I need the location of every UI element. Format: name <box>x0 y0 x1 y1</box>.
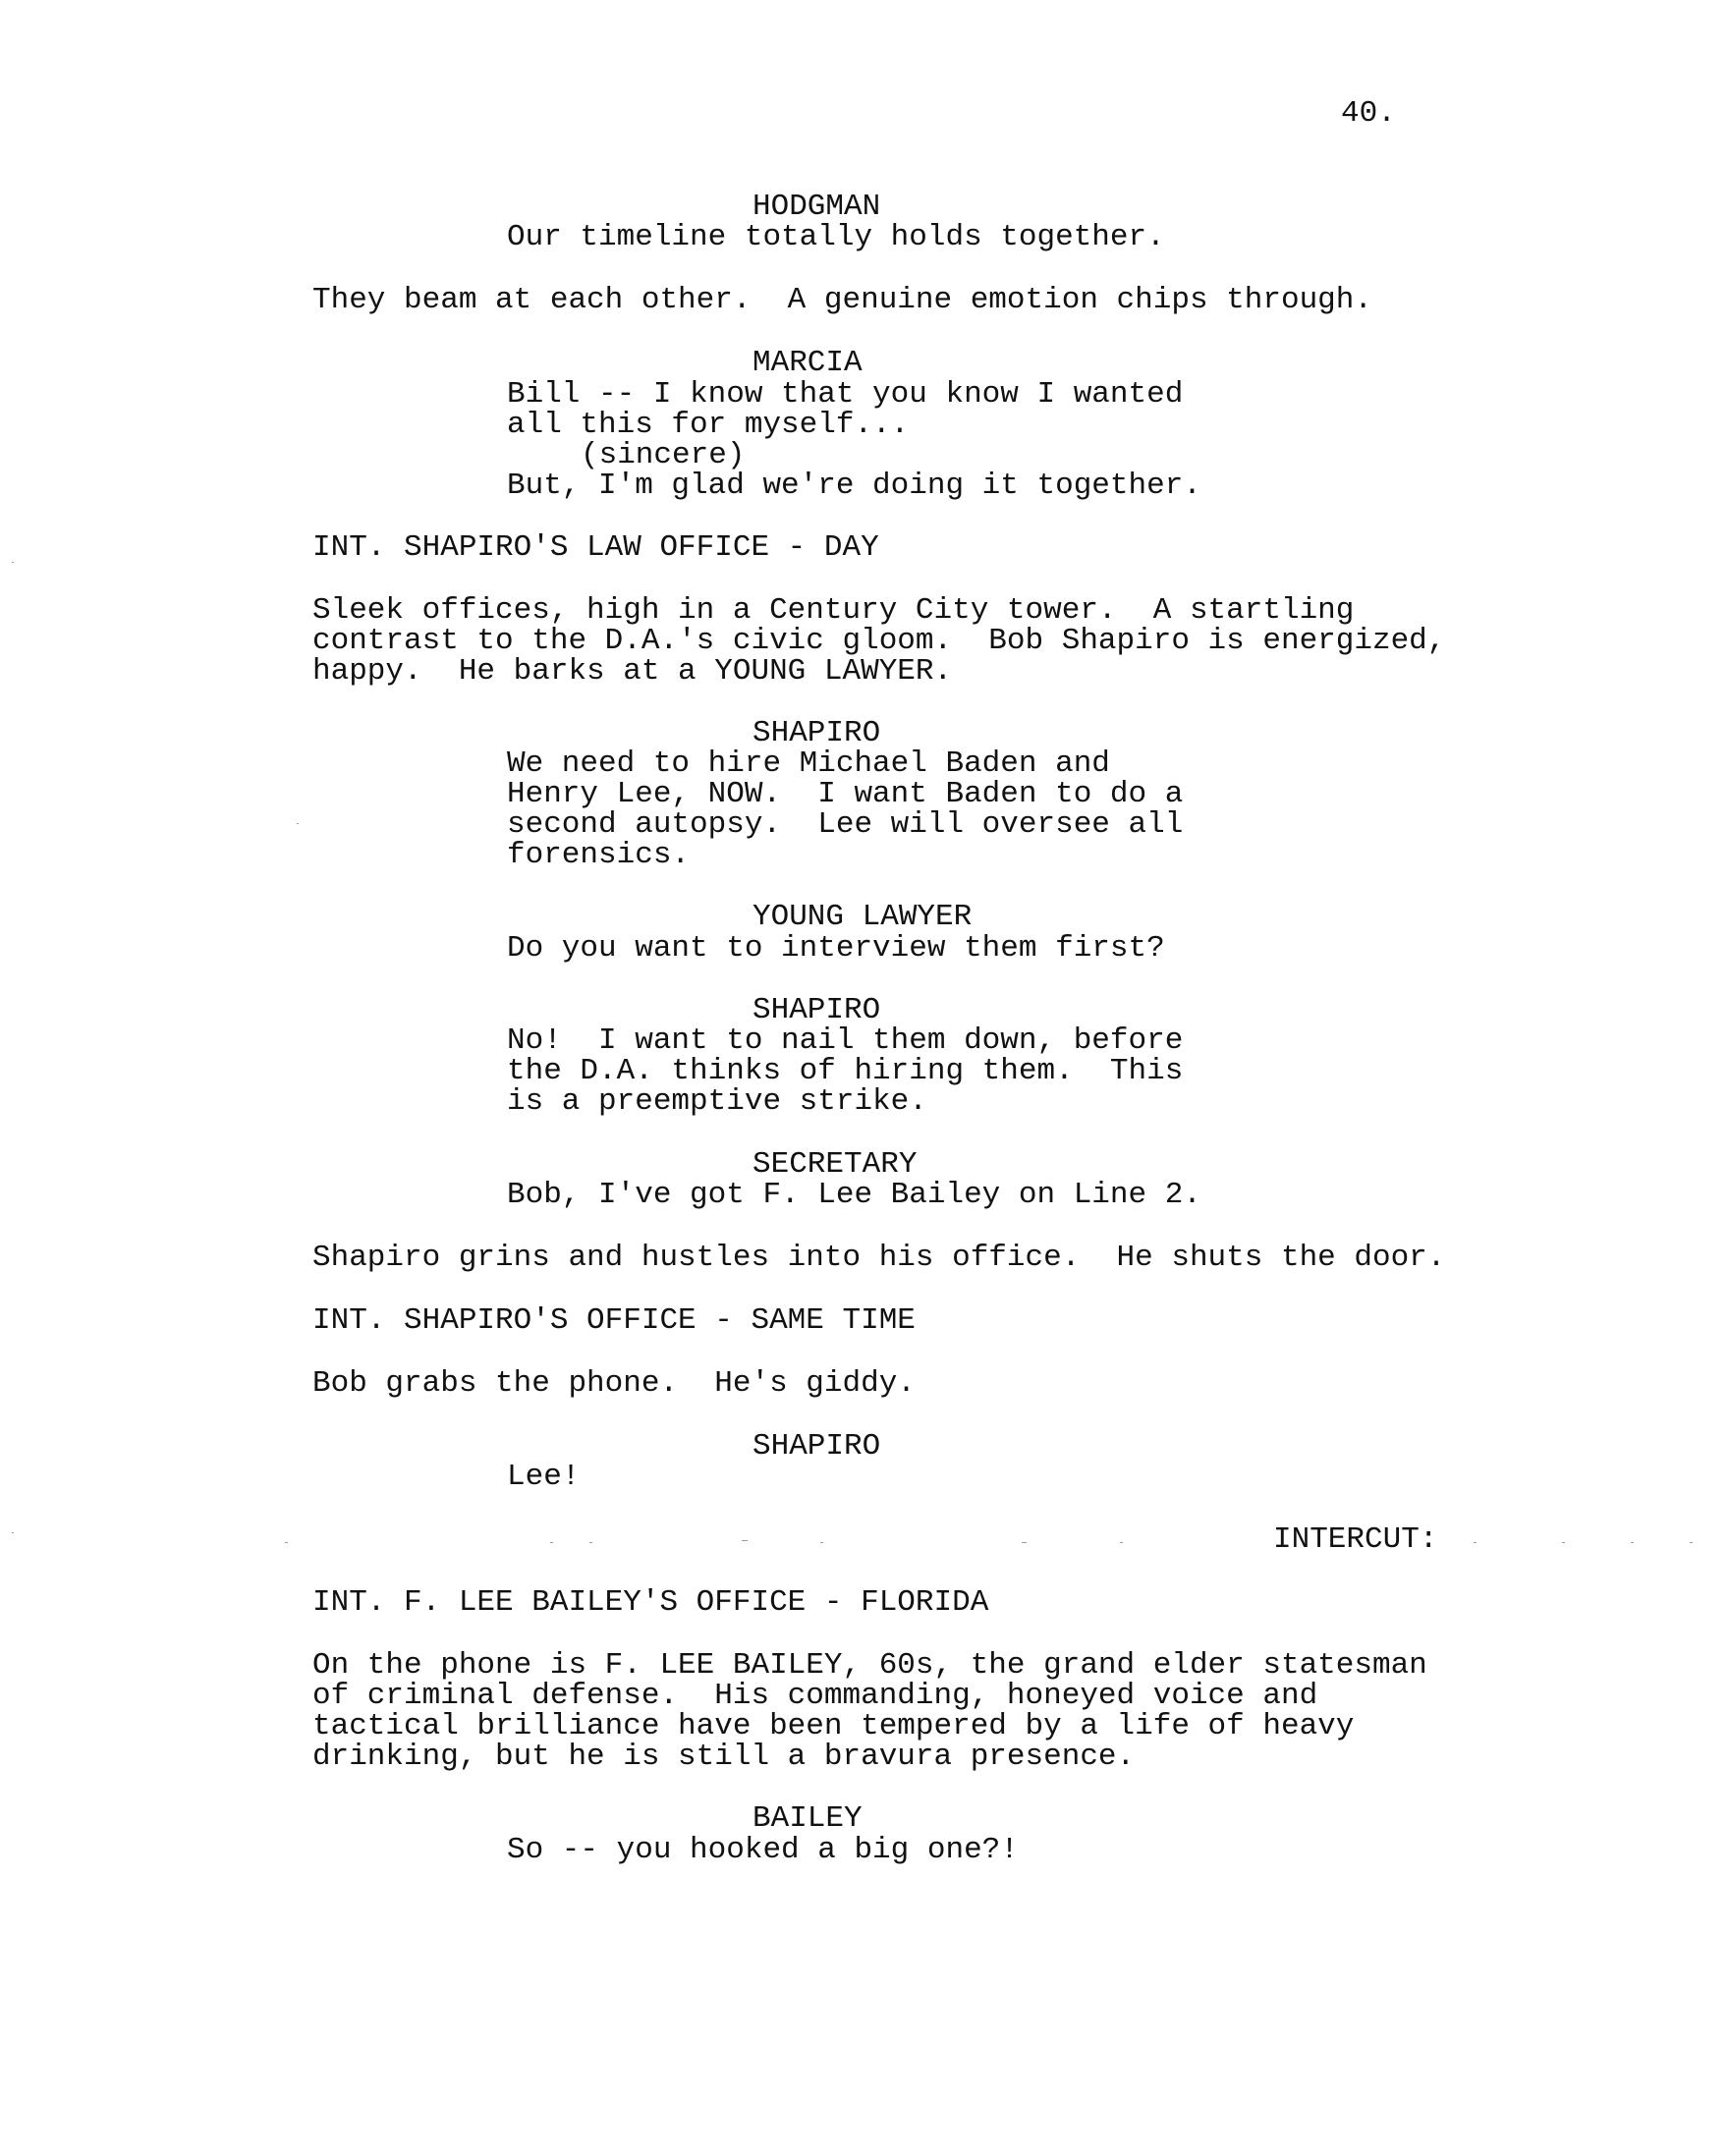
scan-speck <box>1022 1542 1027 1543</box>
parenthetical: (sincere) <box>581 438 746 472</box>
scan-speck <box>12 1532 14 1533</box>
character-cue: HODGMAN <box>753 190 881 224</box>
dialogue-line: We need to hire Michael Baden and Henry Lee, NOW. I want Baden to do a second autopsy. Lee will oversee all forensics. <box>507 746 1184 872</box>
scan-speck <box>12 562 14 563</box>
scan-speck <box>550 1542 553 1543</box>
dialogue-line: Lee! <box>507 1460 581 1494</box>
dialogue-line: Do you want to interview them first? <box>507 931 1165 966</box>
character-cue: SHAPIRO <box>753 993 881 1027</box>
scene-heading: INT. F. LEE BAILEY'S OFFICE - FLORIDA <box>312 1585 989 1620</box>
scan-speck <box>297 823 299 824</box>
scan-speck <box>1474 1542 1477 1543</box>
scan-speck <box>820 1542 823 1543</box>
dialogue-line: No! I want to nail them down, before the D.A. thinks of hiring them. This is a preemptive strike. <box>507 1023 1184 1119</box>
scan-speck <box>742 1540 748 1541</box>
character-cue: SHAPIRO <box>753 1429 881 1464</box>
dialogue-line: So -- you hooked a big one?! <box>507 1833 1019 1867</box>
action-line: Sleek offices, high in a Century City tower. A startling contrast to the D.A.'s civic gloom. Bob Shapiro is energized, happy. He barks at a YOUNG LAWYER. <box>312 593 1446 689</box>
scan-speck <box>1120 1542 1123 1543</box>
scan-speck <box>285 1542 288 1543</box>
character-cue: YOUNG LAWYER <box>753 900 973 934</box>
scene-heading: INT. SHAPIRO'S OFFICE - SAME TIME <box>312 1303 916 1338</box>
dialogue-line: Bill -- I know that you know I wanted all this for myself... <box>507 377 1184 442</box>
character-cue: BAILEY <box>753 1801 863 1836</box>
dialogue-line: Bob, I've got F. Lee Bailey on Line 2. <box>507 1178 1201 1212</box>
dialogue-line: Our timeline totally holds together. <box>507 220 1165 254</box>
page-number: 40. <box>1341 96 1396 131</box>
scan-speck <box>1631 1542 1634 1543</box>
action-line: They beam at each other. A genuine emotion chips through. <box>312 283 1372 317</box>
action-line: Bob grabs the phone. He's giddy. <box>312 1366 916 1401</box>
scan-speck <box>1562 1542 1565 1543</box>
character-cue: SHAPIRO <box>753 716 881 750</box>
dialogue-line: But, I'm glad we're doing it together. <box>507 469 1201 503</box>
scan-speck <box>589 1542 592 1543</box>
action-line: On the phone is F. LEE BAILEY, 60s, the grand elder statesman of criminal defense. His commanding, honeyed voice and tactical brilliance have been tempered by a life of heavy drinking, but he is still a bravura presence. <box>312 1648 1427 1774</box>
scan-speck <box>1690 1542 1693 1543</box>
transition: INTERCUT: <box>1273 1522 1438 1557</box>
scene-heading: INT. SHAPIRO'S LAW OFFICE - DAY <box>312 530 879 565</box>
character-cue: SECRETARY <box>753 1147 918 1182</box>
character-cue: MARCIA <box>753 346 863 380</box>
action-line: Shapiro grins and hustles into his office. He shuts the door. <box>312 1241 1446 1275</box>
